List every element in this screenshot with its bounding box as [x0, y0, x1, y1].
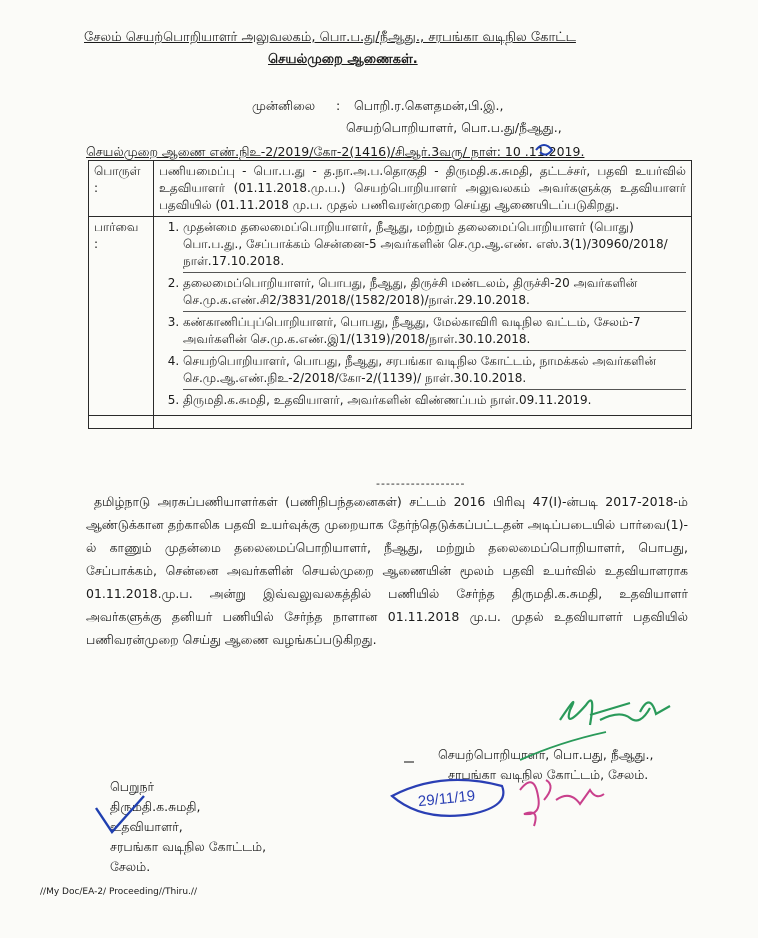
- signatory-office: சரபங்கா வடிநில கோட்டம், சேலம்.: [448, 767, 649, 782]
- subject-label: பொருள்: [94, 164, 141, 178]
- subject-colon: :: [94, 181, 99, 195]
- recipient-line: சரபங்கா வடிநில கோட்டம்,: [110, 839, 267, 854]
- references-list: [159, 219, 686, 411]
- reference-item: 5. திருமதி.க.சுமதி, உதவியாளர், அவர்களின் விண்ணப்பம் நாள்.09.11.2019.: [183, 392, 686, 411]
- references-value-cell: [154, 217, 692, 416]
- green-signature-icon: [560, 701, 670, 726]
- references-label: பார்வை: [94, 220, 139, 234]
- recipient-line: உதவியாளர்,: [110, 819, 183, 834]
- recipient-line: திருமதி.க.சுமதி,: [110, 799, 201, 814]
- order-body-paragraph: தமிழ்நாடு அரசுப்பணியாளர்கள் (பணிநிபந்தனைகள்) சட்டம் 2016 பிரிவு 47(I)-ன்படி 2017-2018-ம் ஆண்டுக்கான தற்காலிக பதவி உயர்வுக்கு முறையாக தேர்ந்தெடுக்கப்பட்டதன் அடிப்படையில் பார்வை(1)-ல் காணும் முதன்மை தலைமைப்பொறியாளர், நீஆது, மற்றும் தலைமைப்பொறியாளர், பொபது, சேப்பாக்கம், சென்னை அவர்களின் செயல்முறை ஆணையின் மூலம் பதவி உயர்வில் உதவியாளராக 01.11.2018.மு.ப. அன்று இவ்வலுவலகத்தில் பணியில் சேர்ந்த திருமதி.க.சுமதி, உதவியாளர் அவர்களுக்கு தனியர் பணியில் சேர்ந்த நாளான 01.11.2018 மு.ப. முதல் உதவியாளர் பதவியில் பணிவரன்முறை செய்து ஆணை வழங்கப்படுகிறது.: [86, 494, 688, 647]
- references-key-cell: [89, 217, 154, 416]
- reference-item: 4. செயற்பொறியாளர், பொபது, நீஆது, சரபங்கா வடிநில கோட்டம், நாமக்கல் அவர்களின் செ.மு.ஆ.எண்.நிஉ-2/2018/கோ-2/(1139)/ நாள்.30.10.2018.: [183, 353, 686, 390]
- subject-row: [89, 161, 692, 217]
- office-header: சேலம் செயற்பொறியாளர் அலுவலகம், பொ.ப.து/நீஆது., சரபங்கா வடிநில கோட்ட: [84, 30, 576, 45]
- references-colon: :: [94, 237, 99, 251]
- subject-value-cell: [154, 161, 692, 217]
- stamp-date-text: 29/11/19: [417, 787, 476, 811]
- presence-designation: செயற்பொறியாளர், பொ.ப.து/நீஆது.,: [346, 120, 562, 135]
- references-row: [89, 217, 692, 416]
- reference-item: 1. முதன்மை தலைமைப்பொறியாளர், நீஆது, மற்றும் தலைமைப்பொறியாளர் (பொது) பொ.ப.து., சேப்பாக்கம் சென்னை-5 அவர்களின் செ.மு.ஆ.எண். எஸ்.3(1)/30960/2018/நாள்.17.10.2018.: [183, 219, 686, 273]
- recipient-line: சேலம்.: [110, 859, 151, 874]
- empty-row: [89, 416, 692, 429]
- reference-item: 2. தலைமைப்பொறியாளர், பொபது, நீஆது, திருச்சி மண்டலம், திருச்சி-20 அவர்களின் செ.மு.க.எண்.சி2/3831/2018/(1582/2018)/நாள்.29.10.2018.: [183, 275, 686, 312]
- reference-item: 3. கண்காணிப்புப்பொறியாளர், பொபது, நீஆது, மேல்காவிரி வடிநில வட்டம், சேலம்-7 அவர்களின் செ.மு.க.எண்.இ1/(1319)/2018/நாள்.30.10.2018.: [183, 314, 686, 351]
- date-stamp-icon: [392, 780, 503, 816]
- recipient-heading: பெறுநர்: [110, 779, 155, 794]
- presence-name: பொறி.ர.கௌதமன்,பி.இ.,: [353, 98, 504, 113]
- presence-label: முன்னிலை: [252, 98, 316, 113]
- subject-key-cell: [89, 161, 154, 217]
- separator-line: ------------------: [376, 477, 466, 490]
- proceeding-reference-number: செயல்முறை ஆணை எண்.நிஉ-2/2019/கோ-2(1416)/சிஆர்.3வரு/ நாள்: 10 .11.2019.: [86, 144, 585, 159]
- document-type-heading: செயல்முறை ஆணைகள்.: [268, 52, 418, 67]
- pink-initial-icon: [520, 780, 604, 826]
- signature-block: [438, 745, 653, 785]
- presence-block: [252, 95, 562, 139]
- signatory-designation: செயற்பொறியாளர், பொ.பது, நீஆது.,: [438, 747, 654, 762]
- recipient-block: [110, 777, 266, 877]
- presence-colon: :: [335, 98, 341, 113]
- subject-reference-table: [88, 160, 692, 429]
- subject-text: பணியமைப்பு - பொ.ப.து - த.நா.அ.ப.தொகுதி - திருமதி.க.சுமதி, தட்டச்சர், பதவி உயர்வில் உதவியாளர் (01.11.2018.மு.ப.) செயற்பொறியாளர் அலுவலகம் அவர்களுக்கு உதவியாளர் பதவியில் (01.11.2018 மு.ப. முதல் பணிவரன்முறை செய்து ஆணையிடப்படுகிறது.: [159, 164, 686, 212]
- file-path-footer: //My Doc/EA-2/ Proceeding//Thiru.//: [40, 887, 197, 897]
